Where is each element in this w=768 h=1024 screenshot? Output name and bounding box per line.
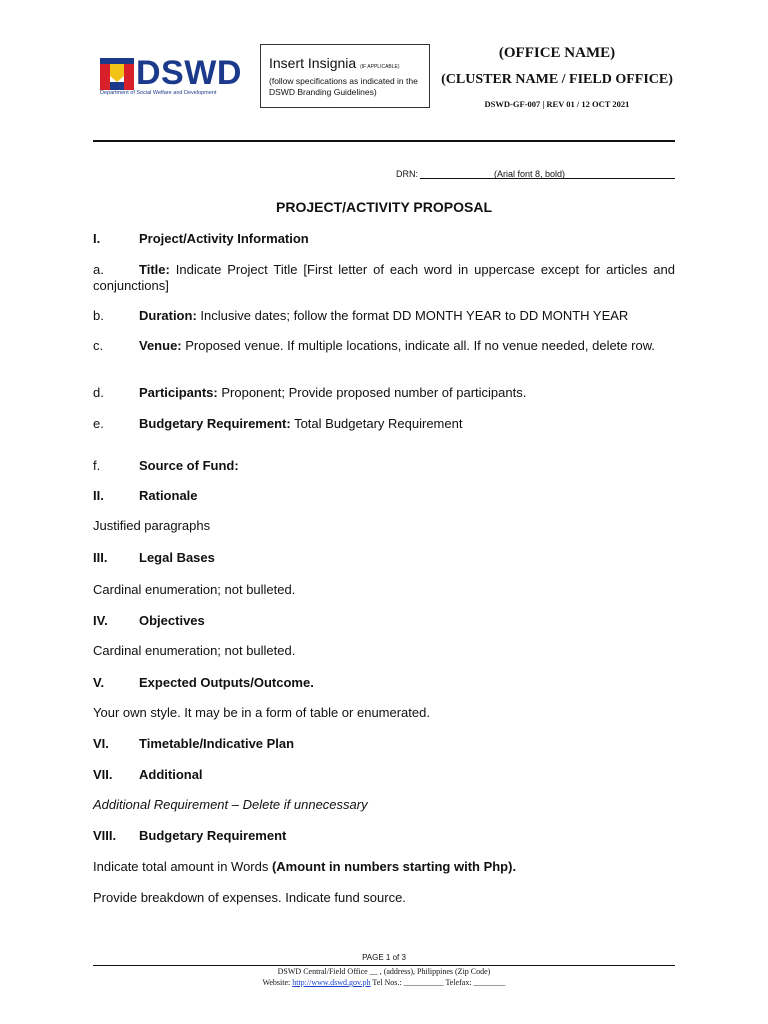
office-name: (OFFICE NAME) bbox=[498, 45, 616, 61]
item-a-title: a. Title: Indicate Project Title [First letter of each word in uppercase except for articles and conjunctions] bbox=[93, 262, 675, 293]
section-5-heading: V. Expected Outputs/Outcome. bbox=[93, 675, 314, 690]
drn-label: DRN: bbox=[396, 169, 418, 179]
item-c-venue: c. Venue: Proposed venue. If multiple locations, indicate all. If no venue needed, delete row. bbox=[93, 338, 655, 353]
section-7-heading: VII. Additional bbox=[93, 767, 203, 782]
footer-address: DSWD Central/Field Office __ , (address), Philippines (Zip Code) bbox=[277, 967, 491, 976]
footer-contact: Website: http://www.dswd.gov.ph Tel Nos.: __________ Telefax: ________ bbox=[262, 978, 506, 987]
item-b-duration: b. Duration: Inclusive dates; follow the format DD MONTH YEAR to DD MONTH YEAR bbox=[93, 308, 629, 323]
section-5-text: Your own style. It may be in a form of table or enumerated. bbox=[93, 705, 430, 720]
footer-divider bbox=[93, 965, 675, 966]
cluster-name: (CLUSTER NAME / FIELD OFFICE) bbox=[441, 72, 673, 87]
insignia-if-applicable: (IF APPLICABLE) bbox=[360, 64, 400, 70]
section-7-text: Additional Requirement – Delete if unnecessary bbox=[93, 797, 368, 812]
section-3-heading: III. Legal Bases bbox=[93, 550, 215, 565]
drn-note: (Arial font 8, bold) bbox=[494, 169, 566, 179]
section-8-heading: VIII. Budgetary Requirement bbox=[93, 828, 287, 843]
dswd-emblem-icon bbox=[100, 58, 134, 90]
form-code: DSWD-GF-007 | REV 01 / 12 OCT 2021 bbox=[484, 99, 630, 109]
logo-text: DSWD bbox=[136, 54, 242, 92]
section-3-text: Cardinal enumeration; not bulleted. bbox=[93, 582, 296, 597]
dswd-logo bbox=[100, 54, 242, 98]
section-8-text-2: Provide breakdown of expenses. Indicate fund source. bbox=[93, 890, 406, 905]
section-4-text: Cardinal enumeration; not bulleted. bbox=[93, 643, 296, 658]
section-2-heading: II. Rationale bbox=[93, 488, 198, 503]
document-title: PROJECT/ACTIVITY PROPOSAL bbox=[276, 199, 492, 215]
logo-subtitle: Department of Social Welfare and Development bbox=[100, 90, 217, 96]
section-2-text: Justified paragraphs bbox=[93, 518, 211, 533]
insignia-placeholder bbox=[260, 44, 430, 108]
item-f-source: f. Source of Fund: bbox=[93, 458, 239, 473]
website-link[interactable]: http://www.dswd.gov.ph bbox=[292, 978, 371, 987]
insignia-note: (follow specifications as indicated in the DSWD Branding Guidelines) bbox=[269, 76, 418, 97]
item-d-participants: d. Participants: Proponent; Provide proposed number of participants. bbox=[93, 385, 527, 400]
insignia-title: Insert Insignia (IF APPLICABLE) bbox=[269, 55, 400, 71]
section-4-heading: IV. Objectives bbox=[93, 613, 205, 628]
section-8-text-1: Indicate total amount in Words (Amount in numbers starting with Php). bbox=[93, 859, 517, 874]
page-number: PAGE 1 of 3 bbox=[362, 953, 406, 962]
header-divider bbox=[93, 140, 675, 142]
item-e-budget: e. Budgetary Requirement: Total Budgetary Requirement bbox=[93, 416, 463, 431]
section-1-heading: I. Project/Activity Information bbox=[93, 231, 309, 246]
section-6-heading: VI. Timetable/Indicative Plan bbox=[93, 736, 295, 751]
